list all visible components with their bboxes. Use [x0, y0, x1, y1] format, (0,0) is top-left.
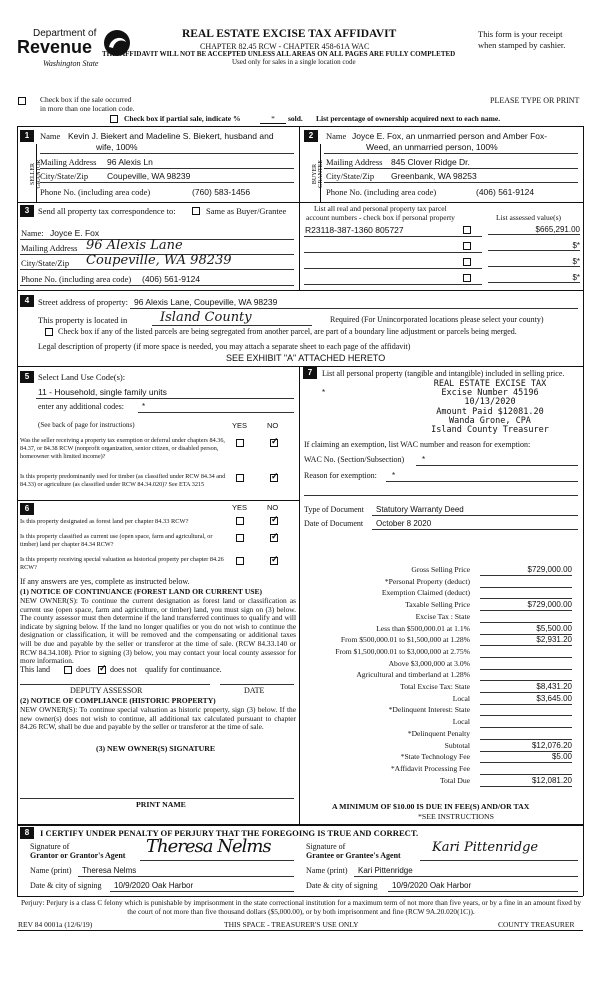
s6-yes-header: YES	[232, 503, 248, 512]
tax-line-label: *Affidavit Processing Fee	[390, 764, 470, 773]
seller-side-label: SELLER GRANTOR	[30, 159, 42, 189]
same-as-buyer-label: Same as Buyer/Grantee	[206, 206, 287, 216]
corr-phone-label: Phone No. (including area code)	[21, 274, 132, 284]
deputy-assessor-label: DEPUTY ASSESSOR	[70, 686, 143, 695]
section-8-badge: 8	[20, 827, 34, 839]
s6-q2-no[interactable]	[270, 534, 278, 542]
multi-location-label-1: Check box if the sale occurred	[40, 95, 132, 104]
section-3-badge: 3	[20, 205, 34, 217]
see-back-note: (See back of page for instructions)	[38, 421, 135, 429]
does-qualify-checkbox[interactable]	[64, 666, 72, 674]
does-not-qualify-checkbox[interactable]	[98, 666, 106, 674]
tax-line-label: Subtotal	[444, 741, 470, 750]
s5-question-1: Was the seller receiving a property tax exemption or deferral under chapters 84.36, 84.37, or 84.38 RCW (nonprofit organization, senior citizen, or disabled person, homeowner with limited income)?	[20, 437, 225, 460]
s6-q3-no[interactable]	[270, 557, 278, 565]
exhibit-note[interactable]: SEE EXHIBIT "A" ATTACHED HERETO	[226, 353, 386, 363]
seller-city-label: City/State/Zip	[40, 171, 89, 181]
parcel-1[interactable]: R23118-387-1360 805727	[305, 225, 404, 235]
section-7-badge: 7	[303, 367, 317, 379]
personal-property-label: List all personal property (tangible and intangible) included in selling price.	[322, 369, 565, 378]
please-type: PLEASE TYPE OR PRINT	[490, 96, 580, 105]
exemption-label: If claiming an exemption, list WAC number and reason for exemption:	[304, 440, 531, 449]
seller-name[interactable]: Kevin J. Biekert and Madeline S. Biekert, husband and	[68, 131, 274, 141]
tax-line-value[interactable]	[480, 764, 572, 775]
doc-date[interactable]: October 8 2020	[376, 519, 432, 528]
grantee-date[interactable]: 10/9/2020 Oak Harbor	[392, 881, 472, 890]
partial-sale-label: Check box if partial sale, indicate %	[124, 114, 241, 123]
grantor-sig-label-1: Signature of	[30, 842, 70, 851]
s5-q2-no[interactable]	[270, 474, 278, 482]
notice-1-title: (1) NOTICE OF CONTINUANCE (FOREST LAND OR CURRENT USE)	[20, 587, 263, 596]
tax-line-value[interactable]	[480, 612, 572, 623]
dept-line1: Department of	[33, 28, 97, 39]
tax-line-label: Less than $500,000.01 at 1.1%	[376, 624, 470, 633]
corr-name-label: Name:	[21, 228, 44, 238]
tax-line-value[interactable]	[480, 659, 572, 670]
grantor-date-label: Date & city of signing	[30, 881, 102, 890]
tax-line-value[interactable]: $729,000.00	[480, 600, 572, 611]
parcel-2-personal-checkbox[interactable]	[463, 242, 471, 250]
partial-sale-pct[interactable]: *	[260, 114, 286, 124]
personal-property-value[interactable]: *	[322, 388, 326, 397]
parcel-1-personal-checkbox[interactable]	[463, 226, 471, 234]
minimum-note: A MINIMUM OF $10.00 IS DUE IN FEE(S) AND/OR TAX	[332, 802, 530, 811]
stamp-line-3: 10/13/2020	[464, 397, 516, 408]
assessed-3[interactable]: $*	[488, 257, 580, 267]
s6-q2-yes[interactable]	[236, 534, 244, 542]
see-instructions: *SEE INSTRUCTIONS	[418, 812, 495, 821]
tax-line-label: Total Excise Tax: State	[400, 682, 470, 691]
grantee-sig-label-1: Signature of	[306, 842, 346, 851]
multi-location-checkbox[interactable]	[18, 97, 26, 105]
grantor-date[interactable]: 10/9/2020 Oak Harbor	[114, 881, 194, 890]
send-correspondence-label: Send all property tax correspondence to:	[38, 206, 176, 216]
grantee-date-label: Date & city of signing	[306, 881, 378, 890]
does-label: does	[76, 665, 91, 674]
land-use-label: Select Land Use Code(s):	[38, 372, 126, 382]
form-title: REAL ESTATE EXCISE TAX AFFIDAVIT	[182, 28, 397, 40]
grantor-signature[interactable]: Theresa Nelms	[146, 836, 271, 857]
street-address[interactable]: 96 Alexis Lane, Coupeville, WA 98239	[134, 297, 278, 307]
corr-mailing[interactable]: 96 Alexis Lane	[86, 238, 183, 253]
s6-question-1: Is this property designated as forest land per chapter 84.33 RCW?	[20, 518, 189, 525]
corr-name[interactable]: Joyce E. Fox	[50, 228, 100, 238]
corr-phone[interactable]: (406) 561-9124	[142, 274, 201, 284]
s6-no-header: NO	[267, 503, 279, 512]
land-use-code[interactable]: 11 - Household, single family units	[38, 387, 167, 397]
parcel-header-2: account numbers - check box if personal property	[306, 213, 455, 222]
doc-type-label: Type of Document	[304, 505, 364, 514]
tax-line-label: *Delinquent Interest: State	[388, 705, 470, 714]
stamp-line-1: REAL ESTATE EXCISE TAX	[433, 379, 547, 389]
grantee-name[interactable]: Kari Pittenridge	[358, 866, 413, 875]
buyer-name-label: Name	[326, 131, 347, 141]
grantor-name[interactable]: Theresa Nelms	[82, 866, 137, 875]
stamp-line-6: Island County Treasurer	[431, 425, 549, 436]
s6-q1-no[interactable]	[270, 517, 278, 525]
treasurer-stamp	[400, 380, 580, 435]
new-owner-signature-label: (3) NEW OWNER(S) SIGNATURE	[96, 744, 216, 753]
county-treasurer-label: COUNTY TREASURER	[498, 920, 575, 929]
receipt-note-1: This form is your receipt	[478, 29, 563, 39]
parcel-header-1: List all real and personal property tax parcel	[314, 204, 447, 213]
legal-description-label: Legal description of property (if more space is needed, you may attach a separate sheet to each page of the affidavit)	[38, 342, 411, 351]
assessed-1[interactable]: $665,291.00	[488, 225, 580, 235]
tax-line-value[interactable]	[480, 705, 572, 716]
tax-line-label: Taxable Selling Price	[405, 600, 470, 609]
grantee-sig-label-2: Grantee or Grantee's Agent	[306, 851, 401, 860]
street-label: Street address of property:	[38, 297, 128, 307]
wac-value[interactable]: *	[422, 455, 426, 464]
partial-sale-label-b: sold.	[288, 114, 303, 123]
s5-q2-yes[interactable]	[236, 474, 244, 482]
parcel-3-personal-checkbox[interactable]	[463, 258, 471, 266]
tax-line-value[interactable]: $5,500.00	[480, 624, 572, 635]
section-4-badge: 4	[20, 295, 34, 307]
additional-codes[interactable]: *	[142, 402, 146, 411]
tax-line-label: Total Due	[439, 776, 470, 785]
buyer-mailing[interactable]: 845 Clover Ridge Dr.	[391, 157, 470, 167]
assessed-4[interactable]: $*	[488, 273, 580, 283]
certify-statement: I CERTIFY UNDER PENALTY OF PERJURY THAT THE FOREGOING IS TRUE AND CORRECT.	[40, 828, 419, 838]
tax-line-value[interactable]	[480, 717, 572, 728]
s6-q3-yes[interactable]	[236, 557, 244, 565]
tax-line-label: Exemption Claimed (deduct)	[381, 588, 470, 597]
doc-type[interactable]: Statutory Warranty Deed	[376, 505, 464, 514]
tax-line-label: *Delinquent Penalty	[407, 729, 470, 738]
tax-line-label: Agricultural and timberland at 1.28%	[356, 670, 470, 679]
corr-city[interactable]: Coupeville, WA 98239	[86, 253, 232, 268]
notice-1-body: NEW OWNER(S): To continue the current designation as forest land or classification as current use (open space, farm and agriculture, or timber) land, you must sign on (3) below. The county assessor must then determine if the land transferred continues to qualify and will indicate by signing below. If the land no longer qualifies or you do not wish to continue the designation or classification, it will be removed and the compensating or additional taxes will be due and payable by the seller or transferor at the time of sale. (RCW 84.33.140 or RCW 84.34.108). Prior to signing (3) below, you may contact your local county assessor for more information.	[20, 596, 296, 666]
tax-line-value[interactable]	[480, 647, 572, 658]
dept-line2: Revenue	[17, 37, 93, 57]
same-as-buyer-checkbox[interactable]	[192, 207, 200, 215]
grantee-name-label: Name (print)	[306, 866, 348, 875]
stamp-line-5: Wanda Grone, CPA	[449, 415, 531, 426]
seller-phone-label: Phone No. (including area code)	[40, 187, 151, 197]
tax-line-value[interactable]: $12,081.20	[480, 776, 572, 787]
segregated-checkbox[interactable]	[45, 328, 53, 336]
stamp-line-4: Amount Paid $12081.20	[436, 406, 544, 417]
s6-question-3: Is this property receiving special valuation as historical property per chapter 84.26 RCW?	[20, 556, 224, 571]
seller-mailing-label: Mailing Address	[40, 157, 97, 167]
assessed-2[interactable]: $*	[488, 241, 580, 251]
tax-line-label: *State Technology Fee	[400, 752, 470, 761]
qualify-label: qualify for continuance.	[145, 665, 222, 674]
required-note: Required (For Unincorporated locations please select your county)	[330, 315, 544, 324]
buyer-city-label: City/State/Zip	[326, 171, 375, 181]
tax-line-label: Local	[452, 717, 470, 726]
buyer-mailing-label: Mailing Address	[326, 157, 383, 167]
wac-label: WAC No. (Section/Subsection)	[304, 455, 405, 464]
corr-mailing-label: Mailing Address	[21, 243, 78, 253]
seller-city[interactable]: Coupeville, WA 98239	[107, 171, 191, 181]
buyer-city[interactable]: Greenbank, WA 98253	[391, 171, 477, 181]
perjury-note: Perjury: Perjury is a class C felony which is punishable by imprisonment in the state correctional institution for a maximum term of not more than five years, or by a fine in an amount fixed by the court of not more than five thousand dollars ($5,000.00), or by both imprisonment and fine (RCW 9A.20.020(1C)).	[20, 898, 582, 916]
grantor-name-label: Name (print)	[30, 866, 72, 875]
tax-line-value[interactable]	[480, 670, 572, 681]
ownership-pct-note: List percentage of ownership acquired next to each name.	[316, 114, 501, 123]
s5-q1-yes[interactable]	[236, 439, 244, 447]
stamp-line-2: Excise Number 45196	[441, 388, 539, 399]
doc-date-label: Date of Document	[304, 519, 364, 528]
s5-q1-no[interactable]	[270, 439, 278, 447]
form-chapter: CHAPTER 82.45 RCW - CHAPTER 458-61A WAC	[200, 42, 370, 51]
tax-line-value[interactable]: $729,000.00	[480, 565, 572, 576]
tax-line-label: From $1,500,000.01 to $3,000,000 at 2.75%	[335, 647, 470, 656]
notice-2-body: NEW OWNER(S): To continue special valuation as historic property, sign (3) below. If the new owner(s) does not wish to continue, all additional tax calculated pursuant to chapter 84.26 RCW, shall be due and payable by the seller or transferor at the time of sale.	[20, 705, 296, 732]
multi-location-label-2: in more than one location code.	[40, 104, 135, 113]
seller-mailing[interactable]: 96 Alexis Ln	[107, 157, 153, 167]
tax-line-label: From $500,000.01 to $1,500,000 at 1.28%	[340, 635, 470, 644]
buyer-name-2[interactable]: Weed, an unmarried person, 100%	[366, 142, 498, 152]
seller-name-label: Name	[40, 131, 61, 141]
located-label: This property is located in	[38, 315, 128, 325]
tax-line-label: Excise Tax : State	[415, 612, 470, 621]
dept-line3: Washington State	[43, 59, 99, 68]
s5-question-2: Is this property predominantly used for timber (as classified under RCW 84.34 and 84.33) or agriculture (as classified under RCW 84.34.020)? See ETA 3215	[20, 473, 226, 488]
form-warning: THIS AFFIDAVIT WILL NOT BE ACCEPTED UNLESS ALL AREAS ON ALL PAGES ARE FULLY COMPLETED	[102, 50, 456, 58]
tax-line-label: Local	[452, 694, 470, 703]
reason-value[interactable]: *	[392, 471, 396, 480]
reason-label: Reason for exemption:	[304, 471, 377, 480]
section-5-badge: 5	[20, 371, 34, 383]
tax-line-value[interactable]: $8,431.20	[480, 682, 572, 693]
single-location-note: Used only for sales in a single location code	[232, 58, 356, 66]
seller-phone[interactable]: (760) 583-1456	[192, 187, 251, 197]
assessed-header: List assessed value(s)	[496, 213, 561, 222]
rev-number: REV 84 0001a (12/6/19)	[18, 920, 93, 929]
does-not-label: does not	[110, 665, 137, 674]
tax-line-label: Gross Selling Price	[411, 565, 470, 574]
s5-yes-header: YES	[232, 421, 248, 430]
grantor-sig-label-2: Grantor or Grantor's Agent	[30, 851, 126, 860]
buyer-name[interactable]: Joyce E. Fox, an unmarried person and Amber Fox-	[352, 131, 548, 141]
buyer-side-label: BUYER GRANTEE	[312, 160, 324, 188]
tax-line-value[interactable]: $12,076.20	[480, 741, 572, 752]
treasurer-only-label: THIS SPACE - TREASURER'S USE ONLY	[224, 920, 359, 929]
deputy-date-label: DATE	[244, 686, 265, 695]
tax-line-value[interactable]	[480, 729, 572, 740]
tax-line-value[interactable]	[480, 577, 572, 588]
s6-q1-yes[interactable]	[236, 517, 244, 525]
buyer-phone[interactable]: (406) 561-9124	[476, 187, 535, 197]
tax-line-value[interactable]: $2,931.20	[480, 635, 572, 646]
tax-line-value[interactable]: $3,645.00	[480, 694, 572, 705]
parcel-4-personal-checkbox[interactable]	[463, 274, 471, 282]
additional-codes-label: enter any additional codes:	[38, 402, 124, 411]
grantee-signature[interactable]: Kari Pittenridge	[432, 840, 539, 855]
segregated-label: Check box if any of the listed parcels are being segregated from another parcel, are part of a boundary line adjustment or parcels being merged.	[58, 327, 517, 336]
s6-question-2: Is this property classified as current use (open space, farm and agricultural, or timber) land per chapter 84.34 RCW?	[20, 533, 213, 548]
seller-name-2[interactable]: wife, 100%	[96, 142, 138, 152]
section-1-badge: 1	[20, 130, 34, 142]
print-name-label: PRINT NAME	[136, 800, 186, 809]
located-county[interactable]: Island County	[160, 310, 252, 325]
receipt-note-2: when stamped by cashier.	[478, 40, 566, 50]
if-yes-note: If any answers are yes, complete as instructed below.	[20, 577, 190, 586]
s5-no-header: NO	[267, 421, 279, 430]
partial-sale-checkbox[interactable]	[110, 115, 118, 123]
section-2-badge: 2	[304, 130, 318, 142]
tax-line-value[interactable]	[480, 588, 572, 599]
corr-city-label: City/State/Zip	[21, 258, 70, 268]
tax-line-value[interactable]: $5.00	[480, 752, 572, 763]
tax-line-label: *Personal Property (deduct)	[384, 577, 470, 586]
buyer-phone-label: Phone No. (including area code)	[326, 187, 437, 197]
notice-2-title: (2) NOTICE OF COMPLIANCE (HISTORIC PROPERTY)	[20, 696, 216, 705]
section-6-badge: 6	[20, 503, 34, 515]
tax-line-label: Above $3,000,000 at 3.0%	[388, 659, 470, 668]
this-land-label: This land	[20, 665, 50, 674]
